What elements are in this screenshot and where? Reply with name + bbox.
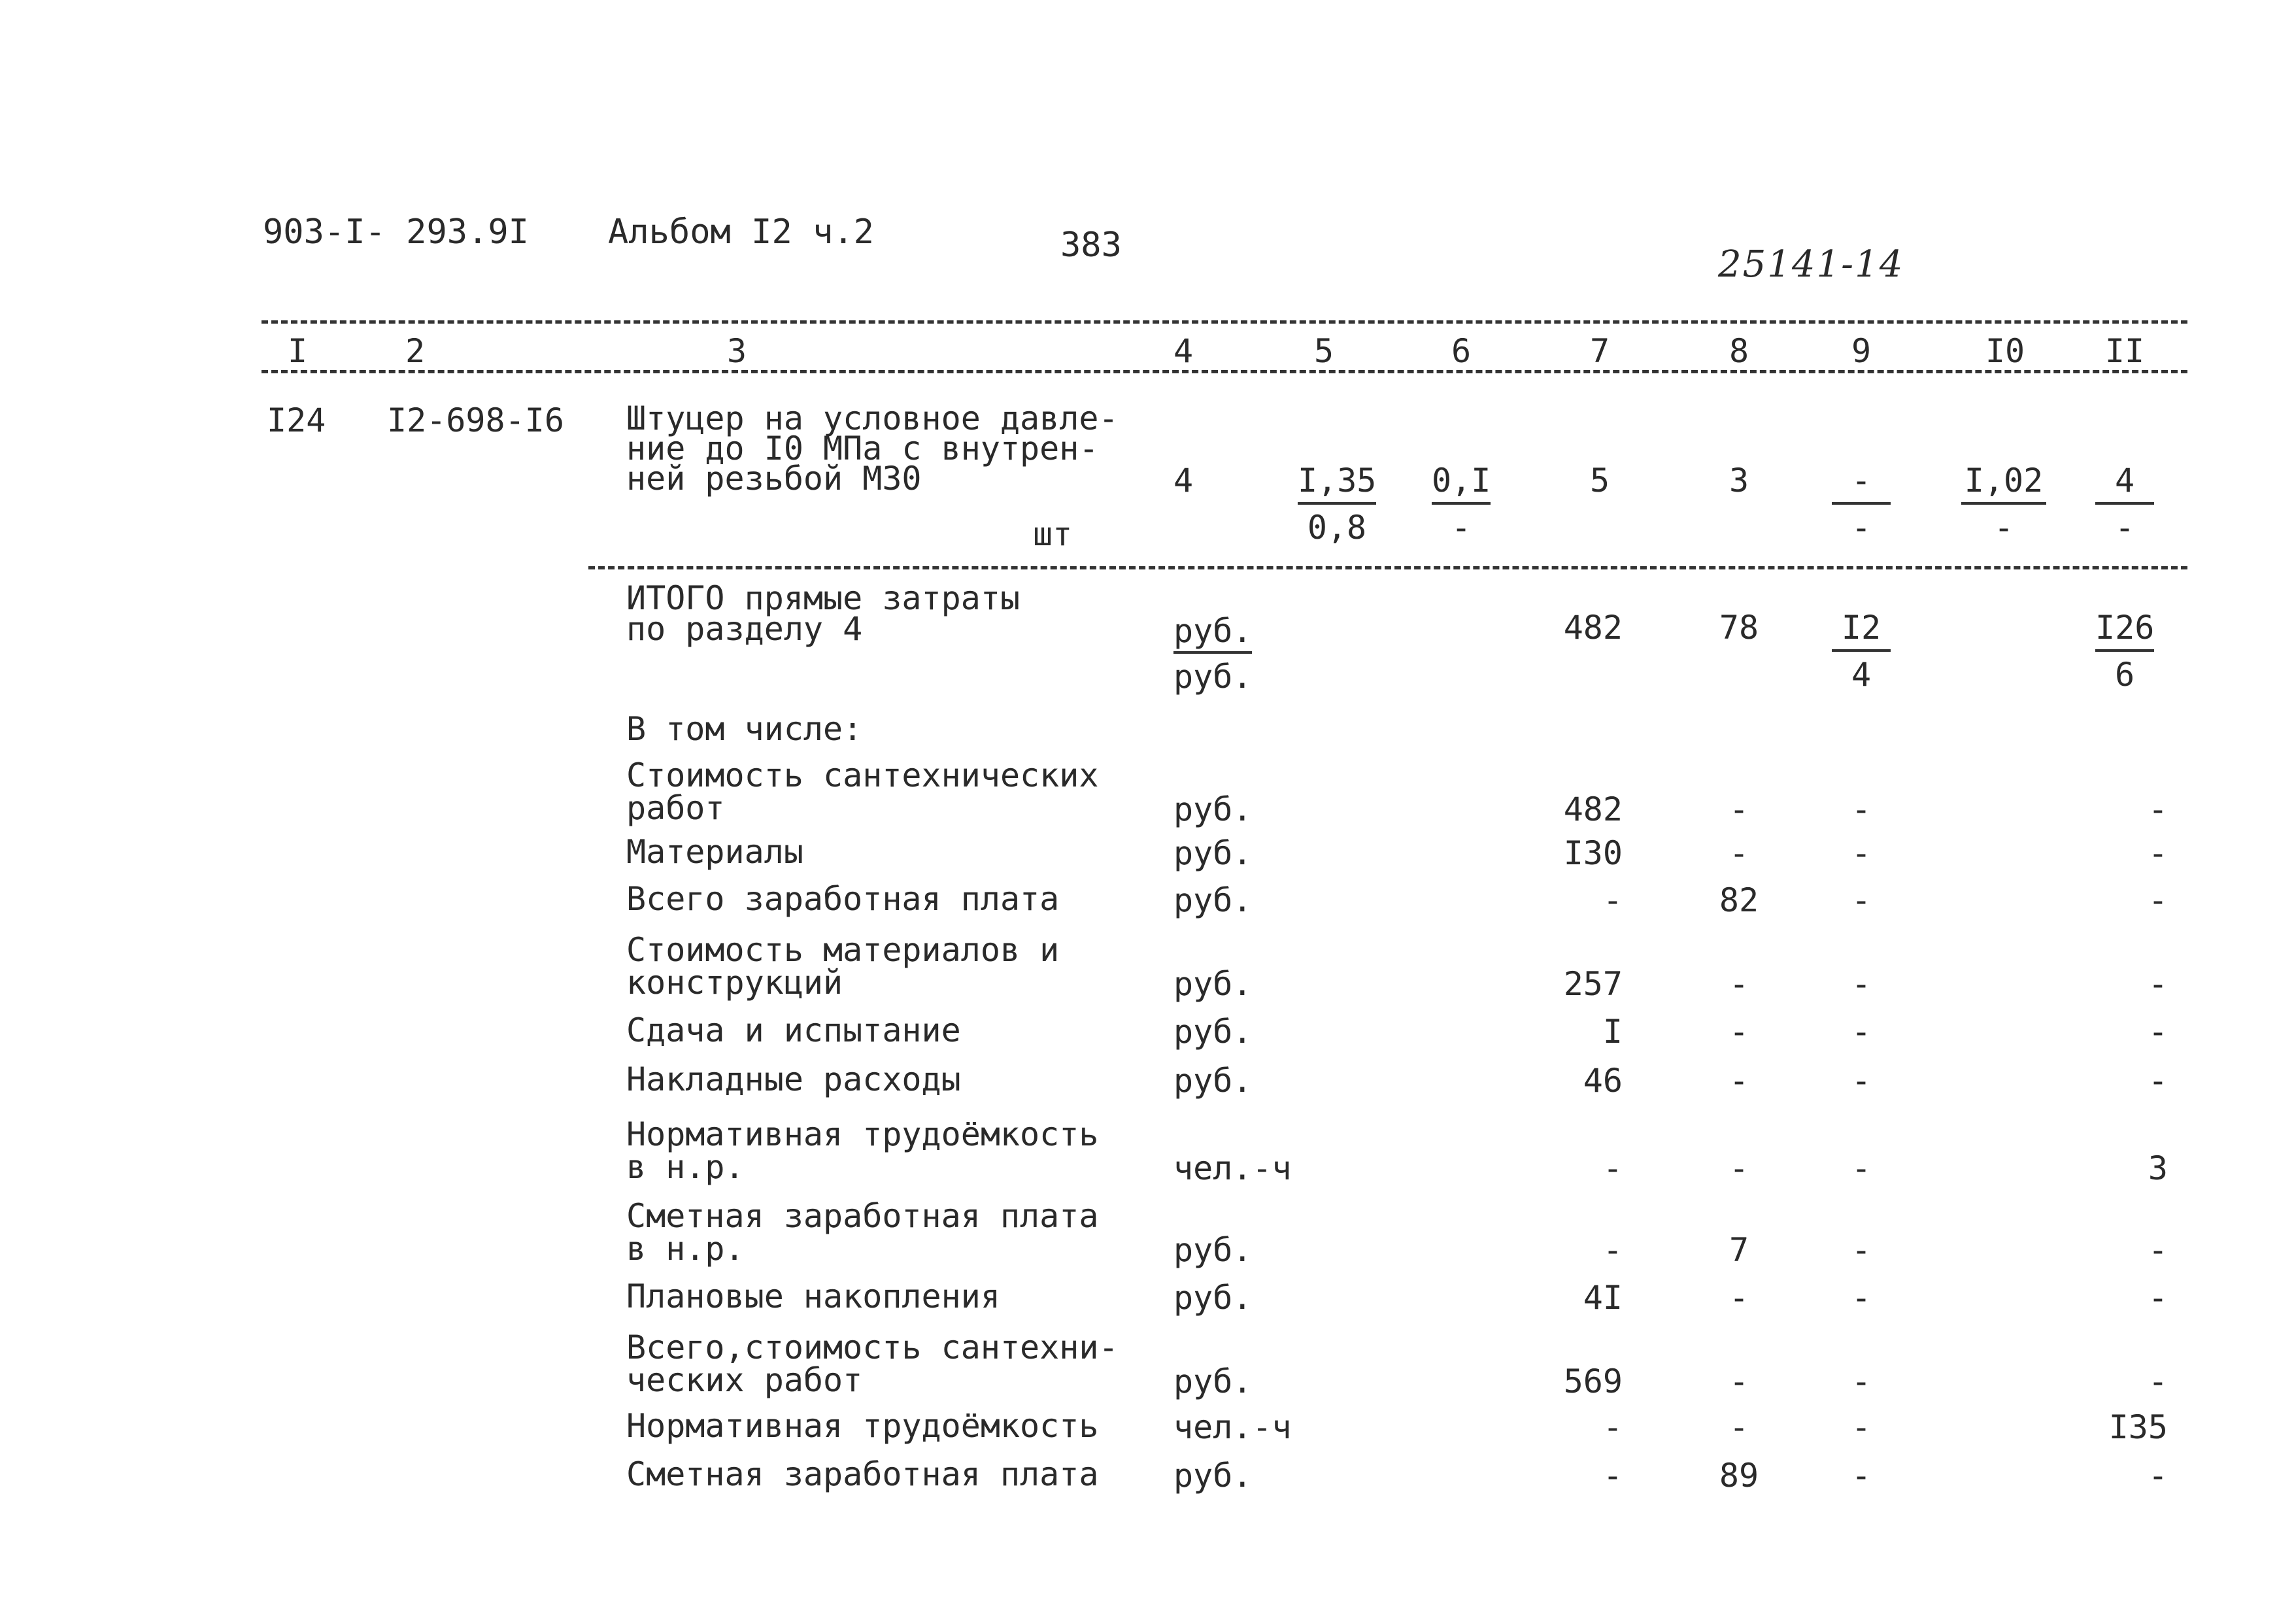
item-code: I2-698-I6 [387, 401, 564, 439]
fraction-bar [1961, 502, 2046, 505]
row-unit: руб. [1173, 790, 1253, 828]
row-col11: - [2148, 1279, 2168, 1317]
row-col9: - [1851, 1062, 1872, 1100]
row-col8: - [1729, 1013, 1749, 1051]
col-header-2: 2 [405, 332, 426, 370]
total-col11-num: I26 [2095, 609, 2155, 647]
row-col7: I [1602, 1013, 1623, 1051]
row-col8: - [1729, 1062, 1749, 1100]
row-col7: - [1602, 1457, 1623, 1495]
item-col9-num: - [1851, 462, 1872, 499]
col-header-3: 3 [726, 332, 747, 370]
row-col11: - [2148, 1013, 2168, 1051]
row-col11: - [2148, 881, 2168, 919]
col-header-11: II [2104, 332, 2145, 370]
row-unit: руб. [1173, 1279, 1253, 1317]
row-col8: - [1729, 965, 1749, 1003]
row-col7: 569 [1563, 1362, 1623, 1400]
row-label-line-1: Сметная заработная плата [626, 1197, 1099, 1235]
row-label-line-1: Всего заработная плата [626, 880, 1060, 918]
row-col8: 82 [1719, 881, 1759, 919]
item-col10-den: - [1993, 509, 2014, 547]
row-unit: руб. [1173, 1457, 1253, 1495]
row-col8: 89 [1719, 1457, 1759, 1495]
row-label-line-1: Стоимость сантехнических [626, 756, 1099, 794]
header-rule-bottom [261, 370, 2187, 373]
album-label: Альбом I2 ч.2 [608, 212, 874, 252]
row-col9: - [1851, 1362, 1872, 1400]
handwritten-number: 25141-14 [1718, 243, 1904, 286]
total-label-line-1: ИТОГО прямые затраты [626, 579, 1020, 617]
row-col8: - [1729, 1362, 1749, 1400]
col-header-7: 7 [1589, 332, 1610, 370]
row-label-line-2: работ [626, 789, 725, 827]
row-col8: 7 [1729, 1231, 1749, 1269]
col-header-5: 5 [1313, 332, 1334, 370]
row-col7: 4I [1583, 1279, 1623, 1317]
row-label-line-2: конструкций [626, 964, 843, 1002]
row-unit: руб. [1173, 1062, 1253, 1100]
fraction-bar [1298, 502, 1376, 505]
item-number: I24 [267, 401, 326, 439]
row-col11: - [2148, 834, 2168, 872]
row-label-line-1: Стоимость материалов и [626, 931, 1060, 969]
item-desc-line-1: Штуцер на условное давле- [626, 399, 1119, 437]
item-col6-fraction [1432, 462, 1491, 547]
header-rule-top [261, 320, 2187, 324]
row-col11: - [2148, 790, 2168, 828]
row-unit: руб. [1173, 834, 1253, 872]
item-col9-fraction [1832, 462, 1891, 547]
item-unit: шт [1033, 515, 1073, 553]
row-label-line-1: Сметная заработная плата [626, 1455, 1099, 1493]
row-label-line-1: Нормативная трудоёмкость [626, 1407, 1099, 1445]
col-header-4: 4 [1173, 332, 1194, 370]
row-col9: - [1851, 1013, 1872, 1051]
row-col11: - [2148, 1062, 2168, 1100]
row-col9: - [1851, 881, 1872, 919]
item-col11-den: - [2114, 509, 2135, 547]
item-col10-num: I,02 [1964, 462, 2044, 499]
row-label-line-1: Сдача и испытание [626, 1011, 961, 1049]
col-header-1: I [287, 332, 308, 370]
row-col9: - [1851, 834, 1872, 872]
row-col7: 482 [1563, 790, 1623, 828]
fraction-bar [1832, 502, 1891, 505]
total-unit-num: руб. [1173, 612, 1253, 650]
row-col9: - [1851, 1408, 1872, 1446]
row-col9: - [1851, 1149, 1872, 1187]
row-label-line-1: Накладные расходы [626, 1060, 961, 1098]
row-col7: - [1602, 1408, 1623, 1446]
row-label-line-1: Нормативная трудоёмкость [626, 1115, 1099, 1153]
row-unit: чел.-ч [1173, 1408, 1292, 1446]
item-desc-line-3: ней резьбой М30 [626, 460, 922, 498]
item-col10-fraction [1961, 462, 2046, 547]
item-col11-num: 4 [2114, 462, 2135, 499]
project-code: 903-I- 293.9I [263, 212, 529, 252]
item-col6-num: 0,I [1432, 462, 1491, 499]
row-col7: 46 [1583, 1062, 1623, 1100]
col-header-10: I0 [1985, 332, 2025, 370]
fraction-bar [1173, 651, 1252, 654]
row-unit: руб. [1173, 1013, 1253, 1051]
row-col8: - [1729, 1279, 1749, 1317]
row-unit: руб. [1173, 965, 1253, 1003]
item-col6-den: - [1451, 509, 1472, 547]
row-unit: руб. [1173, 1362, 1253, 1400]
fraction-bar [2095, 502, 2154, 505]
total-separator [588, 566, 2187, 569]
row-label-line-1: Всего,стоимость сантехни- [626, 1328, 1119, 1366]
page-number: 383 [1060, 226, 1122, 265]
col-header-9: 9 [1851, 332, 1872, 370]
item-col7: 5 [1589, 462, 1610, 499]
fraction-bar [1432, 502, 1491, 505]
col-header-6: 6 [1451, 332, 1472, 370]
row-label-line-2: в н.р. [626, 1230, 745, 1268]
item-col11-fraction [2095, 462, 2154, 547]
row-label-line-1: Материалы [626, 833, 803, 871]
row-col11: - [2148, 965, 2168, 1003]
row-col8: - [1729, 834, 1749, 872]
total-col7: 482 [1563, 609, 1623, 647]
item-qty: 4 [1173, 462, 1194, 499]
row-unit: чел.-ч [1173, 1149, 1292, 1187]
row-col11: - [2148, 1457, 2168, 1495]
row-col8: - [1729, 1408, 1749, 1446]
row-label-line-2: в н.р. [626, 1148, 745, 1186]
row-col9: - [1851, 790, 1872, 828]
row-label-line-2: ческих работ [626, 1361, 863, 1399]
total-col11-den: 6 [2114, 656, 2135, 694]
incl-label: В том числе: [626, 710, 863, 748]
row-col11: - [2148, 1362, 2168, 1400]
total-unit-den: руб. [1173, 658, 1253, 696]
row-col7: - [1602, 1231, 1623, 1269]
row-col7: - [1602, 881, 1623, 919]
item-col5-num: I,35 [1298, 462, 1377, 499]
row-unit: руб. [1173, 1231, 1253, 1269]
row-col8: - [1729, 790, 1749, 828]
total-col9-fraction [1832, 609, 1891, 694]
row-col8: - [1729, 1149, 1749, 1187]
item-col8: 3 [1729, 462, 1749, 499]
row-col9: - [1851, 965, 1872, 1003]
row-unit: руб. [1173, 881, 1253, 919]
total-unit-fraction [1173, 612, 1258, 696]
total-label-line-2: по разделу 4 [626, 610, 863, 648]
row-col11: 3 [2148, 1149, 2168, 1187]
item-col5-den: 0,8 [1307, 509, 1367, 547]
total-col9-den: 4 [1851, 656, 1872, 694]
col-header-8: 8 [1729, 332, 1749, 370]
row-col9: - [1851, 1279, 1872, 1317]
row-col7: 257 [1563, 965, 1623, 1003]
row-label-line-1: Плановые накопления [626, 1277, 1000, 1315]
row-col11: - [2148, 1231, 2168, 1269]
row-col7: I30 [1563, 834, 1623, 872]
row-col7: - [1602, 1149, 1623, 1187]
row-col11: I35 [2108, 1408, 2168, 1446]
item-col9-den: - [1851, 509, 1872, 547]
total-col8: 78 [1719, 609, 1759, 647]
fraction-bar [2095, 649, 2154, 652]
item-desc-line-2: ние до I0 МПа с внутрен- [626, 430, 1099, 467]
fraction-bar [1832, 649, 1891, 652]
total-col9-num: I2 [1841, 609, 1881, 647]
row-col9: - [1851, 1457, 1872, 1495]
total-col11-fraction [2095, 609, 2155, 694]
row-col9: - [1851, 1231, 1872, 1269]
item-col5-fraction [1298, 462, 1377, 547]
